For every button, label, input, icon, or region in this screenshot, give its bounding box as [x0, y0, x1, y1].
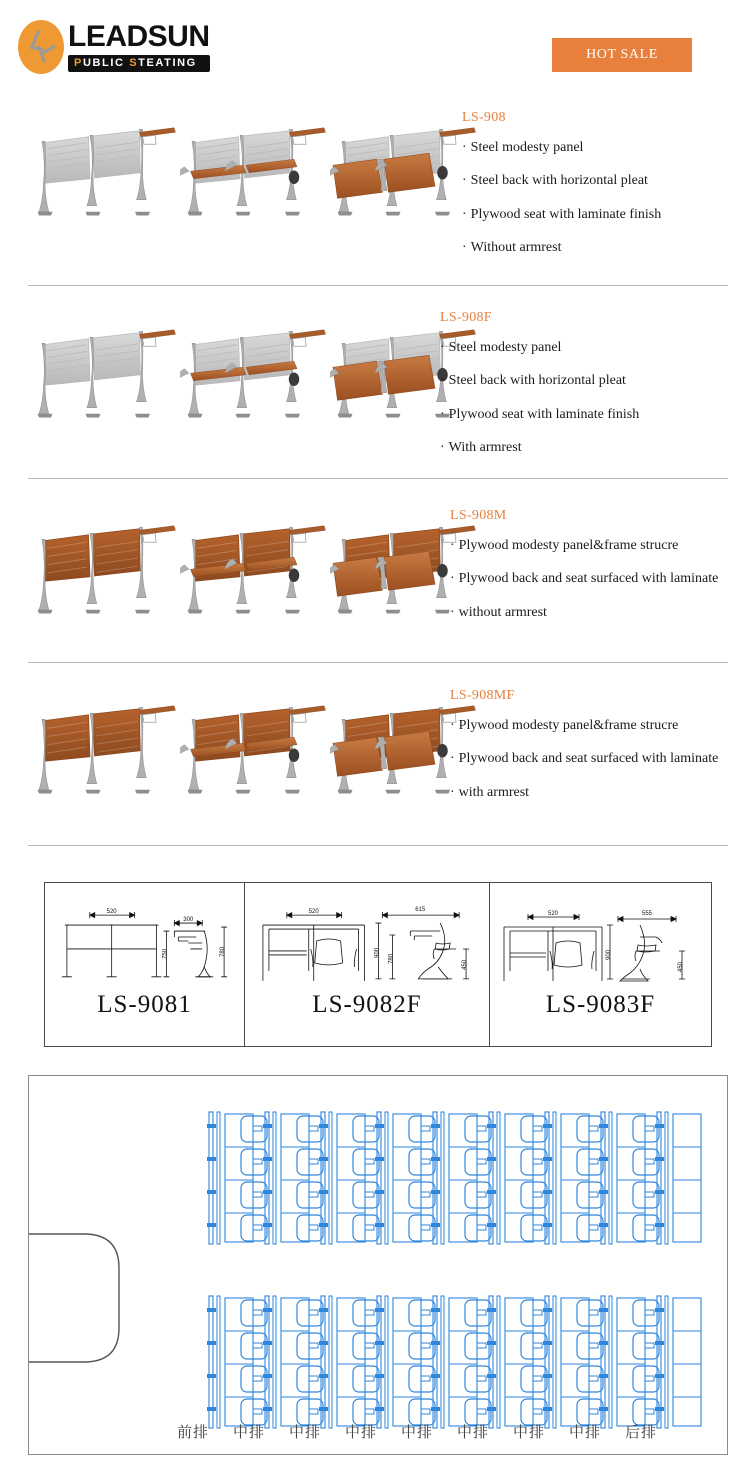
- feature-text: Steel modesty panel: [470, 140, 584, 155]
- product-photo: [30, 698, 180, 801]
- tagline-teating: TEATING: [138, 57, 197, 69]
- floor-plan-row-label: 中排: [456, 1423, 489, 1441]
- product-feature-item: [440, 407, 740, 422]
- product-photo: [180, 698, 330, 801]
- dim-height-left-1: 750: [162, 948, 169, 959]
- product-model-label: LS-908M: [450, 508, 507, 523]
- tagline-s: S: [129, 57, 139, 69]
- product-photo: [180, 120, 330, 223]
- bullet-icon: ·: [450, 751, 455, 767]
- product-feature-item: [440, 373, 740, 388]
- product-info: [450, 688, 740, 818]
- floor-plan-row-label: 中排: [400, 1423, 433, 1441]
- product-feature-item: [462, 140, 740, 155]
- bullet-icon: ·: [462, 140, 467, 155]
- bullet-icon: ·: [440, 440, 445, 456]
- section-divider: [28, 478, 728, 479]
- product-model-label: LS-908F: [440, 310, 492, 325]
- brand-name: LEADSUN: [68, 20, 210, 53]
- hot-sale-badge[interactable]: HOT SALE: [552, 38, 692, 72]
- drawing-label-1: LS-9081: [97, 991, 192, 1018]
- product-feature-item: [450, 751, 740, 766]
- dim-front-width-1: 520: [106, 909, 117, 916]
- bullet-icon: ·: [450, 718, 455, 733]
- product-photo: [330, 120, 480, 223]
- product-feature-item: [440, 440, 740, 455]
- stage-outline: [29, 1234, 119, 1362]
- product-feature-item: [450, 785, 740, 800]
- seat-grid: [207, 1112, 701, 1428]
- floor-plan-svg: [29, 1076, 727, 1454]
- tagline-p: P: [74, 57, 83, 69]
- bullet-icon: ·: [440, 340, 445, 355]
- feature-text: Without armrest: [470, 240, 562, 256]
- feature-text: Plywood seat with laminate finish: [470, 206, 662, 222]
- product-photo: [180, 322, 330, 425]
- bullet-icon: ·: [450, 604, 455, 620]
- feature-text: Steel back with horizontal pleat: [448, 373, 626, 389]
- product-photo-row: [30, 518, 450, 621]
- chair-logo-icon: [18, 20, 64, 74]
- product-photo-row: [30, 120, 450, 223]
- feature-text: without armrest: [458, 604, 547, 620]
- drawing-label-2: LS-9082F: [312, 991, 422, 1018]
- classroom-floor-plan: [28, 1075, 728, 1455]
- product-photo: [180, 518, 330, 621]
- feature-text: Plywood back and seat surfaced with laminate: [458, 571, 719, 587]
- dim-seat-height-2: 450: [462, 959, 469, 970]
- drawing-cell-3: [490, 883, 711, 1046]
- product-photo: [30, 120, 180, 223]
- product-photo: [30, 518, 180, 621]
- floor-plan-row-label: 中排: [568, 1423, 601, 1441]
- bullet-icon: ·: [450, 538, 455, 553]
- dim-height-right-1: 780: [220, 946, 227, 957]
- product-feature-item: [462, 240, 740, 255]
- bullet-icon: ·: [462, 206, 467, 222]
- dim-height-outer-2: 900: [374, 947, 381, 958]
- product-feature-item: [440, 340, 740, 355]
- drawing-ls-9083f: [490, 891, 711, 989]
- product-model-label: LS-908: [462, 110, 506, 125]
- dim-seat-height-3: 450: [678, 961, 684, 973]
- feature-text: Plywood modesty panel&frame strucre: [458, 538, 679, 553]
- dim-height-inner-2: 780: [388, 953, 395, 964]
- product-feature-item: [462, 173, 740, 188]
- product-info: [440, 310, 740, 474]
- bullet-icon: ·: [450, 571, 455, 587]
- product-info: [462, 110, 740, 274]
- floor-plan-row-label: 中排: [232, 1423, 265, 1441]
- feature-text: With armrest: [448, 440, 522, 456]
- brand-tagline: [68, 55, 210, 72]
- bullet-icon: ·: [440, 406, 445, 422]
- bullet-icon: ·: [462, 173, 467, 189]
- floor-plan-row-label: 中排: [288, 1423, 321, 1441]
- drawing-cell-1: [45, 883, 245, 1046]
- floor-plan-row-label: 后排: [624, 1423, 657, 1441]
- technical-drawings-table: [44, 882, 712, 1047]
- tagline-ublic: UBLIC: [82, 57, 130, 69]
- feature-text: Steel back with horizontal pleat: [470, 173, 648, 189]
- product-info: [450, 508, 740, 638]
- dim-side-depth-2: 615: [415, 907, 426, 914]
- drawing-ls-9081: [45, 891, 244, 989]
- product-photo: [30, 322, 180, 425]
- drawing-ls-9082f: [245, 891, 489, 989]
- floor-plan-row-label: 中排: [344, 1423, 377, 1441]
- bullet-icon: ·: [462, 240, 467, 256]
- feature-text: Plywood back and seat surfaced with laminate: [458, 751, 719, 767]
- dim-front-width-3: 520: [547, 911, 559, 917]
- feature-text: Steel modesty panel: [448, 340, 562, 355]
- product-model-label: LS-908MF: [450, 688, 515, 703]
- product-feature-item: [450, 538, 740, 553]
- feature-text: Plywood seat with laminate finish: [448, 406, 640, 422]
- feature-text: Plywood modesty panel&frame strucre: [458, 718, 679, 733]
- section-divider: [28, 285, 728, 286]
- product-photo-row: [30, 698, 450, 801]
- product-feature-item: [462, 207, 740, 222]
- dim-side-depth-3: 555: [641, 911, 653, 917]
- drawing-cell-2: [245, 883, 490, 1046]
- feature-text: with armrest: [458, 784, 530, 800]
- dim-side-depth-1: 300: [183, 917, 194, 924]
- row-label-strip: [29, 1421, 728, 1442]
- page-header: [0, 0, 750, 100]
- section-divider: [28, 845, 728, 846]
- dim-height-outer-3: 900: [606, 949, 612, 961]
- floor-plan-row-label: 前排: [176, 1423, 209, 1441]
- product-feature-item: [450, 718, 740, 733]
- drawing-label-3: LS-9083F: [545, 991, 656, 1018]
- floor-plan-row-label: 中排: [512, 1423, 545, 1441]
- bullet-icon: ·: [440, 373, 445, 389]
- dim-front-width-2: 520: [308, 909, 319, 916]
- brand-logo: [18, 20, 210, 74]
- product-feature-item: [450, 605, 740, 620]
- product-photo-row: [30, 322, 450, 425]
- bullet-icon: ·: [450, 784, 455, 800]
- section-divider: [28, 662, 728, 663]
- product-feature-item: [450, 571, 740, 586]
